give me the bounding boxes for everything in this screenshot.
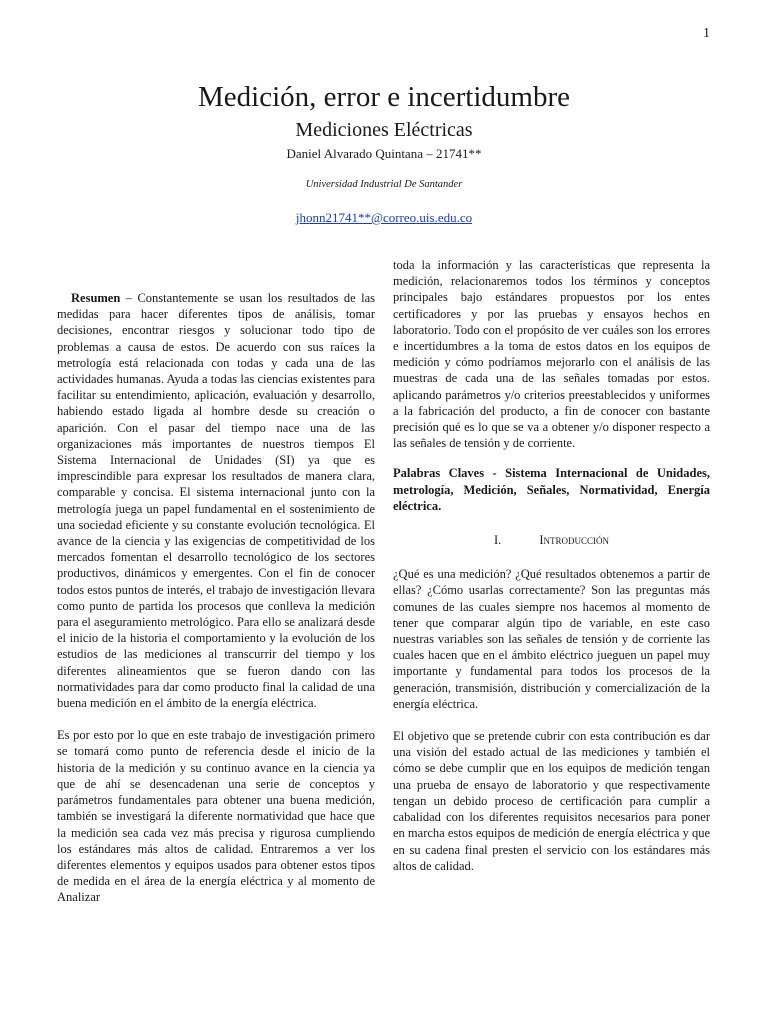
abstract-paragraph-2: Es por esto por lo que en este trabajo de investigación primero se tomará como punto de referencia desde el inicio de la historia de la medición y su continuo avance en la ciencia ya que de ahí se desencadenan una serie de conceptos y parámetros fundamentales para obtener una buena medición, también se investigará la diferente normatividad que hace que la medición sea cada vez más precisa y rigurosa cumpliendo los estándares más altos de calidad. Entraremos a ver los diferentes elementos y equipos usados para obtener estos tipos de medida en el área de la energía eléctrica y al momento de Analizar bbox=[57, 728, 375, 905]
section-heading bbox=[393, 532, 710, 548]
email-line bbox=[0, 210, 768, 226]
section-title: Introducción bbox=[539, 533, 609, 548]
paper-title: Medición, error e incertidumbre bbox=[197, 81, 570, 113]
abstract-paragraph-2-continued: toda la información y las características que representa la medición, relacionaremos todos los términos y conceptos principales bajo estándares propuestos por los entes certificadores y por las pruebas y ensayos hechos en laboratorio. Todo con el propósito de ver cuáles son los errores e incertidumbres a la toma de estos datos en los equipos de medición y cómo podríamos mejorarlo con el análisis de las muestras de cada una de las señales tomadas por estos. aplicando parámetros y/o criterios preestablecidos y uniformes a la fabricación del producto, a fin de conocer con bastante precisión qué es lo que se va a obtener y/o disponer respecto a las señales de tensión y de corriente. bbox=[393, 258, 710, 451]
abstract-paragraph bbox=[57, 290, 375, 711]
right-column bbox=[393, 257, 710, 874]
intro-paragraph-2: El objetivo que se pretende cubrir con esta contribución es dar una visión del estado actual de las mediciones y también el cómo se debe cumplir que en los equipos de medición tengan una prueba de ensayo de laboratorio y que respectivamente tengan un debido proceso de certificación para cumplir a cabalidad con los diferentes requisitos necesarios para poner en marcha estos equipos de medición de energía eléctrica y que en su cadena final presten el servicio con los estándares más altos de calidad. bbox=[393, 729, 710, 873]
keywords: Palabras Claves - Sistema Internacional de Unidades, metrología, Medición, Señales, Normatividad, Energía eléctrica. bbox=[393, 466, 710, 513]
intro-paragraph-1: ¿Qué es una medición? ¿Qué resultados obtenemos a partir de ellas? ¿Cómo usarlas correctamente? Son las preguntas más comunes de las cuales siempre nos hacemos al momento de tener que comparar algún tipo de variable, en este caso nuestras variables son las señales de tensión y de corriente las cuales hacen que en el ámbito eléctrico jueguen un papel muy importante y fundamental para todos los procesos de la generación, transmisión, distribución y comercialización de la energía eléctrica. bbox=[393, 567, 710, 711]
section-number: I. bbox=[494, 533, 502, 548]
affiliation: Universidad Industrial De Santander bbox=[305, 179, 463, 190]
abstract-label: Resumen bbox=[71, 291, 121, 305]
author-line: Daniel Alvarado Quintana – 21741** bbox=[286, 146, 482, 161]
abstract-text: – Constantemente se usan los resultados de las medidas para hacer diferentes tipos de análisis, tomar decisiones, encontrar riesgos y solucionar todo tipo de problemas a causa de estos. De acuerdo con sus raíces la metrología está relacionada con todas y cada una de las actividades humanas. Ayuda a todas las ciencias existentes para facilitar su entendimiento, aplicación, evaluación y desarrollo, habiendo estado ligada al hombre desde su creación o aparición. Con el pasar del tiempo nace una de las organizaciones más importantes de nuestros tiempos El Sistema Internacional de Unidades (SI) ya que es imprescindible para expresar los resultados de manera clara, comparable y concisa. El sistema internacional junto con la metrología juega un papel fundamental en el sostenimiento de una sociedad eficiente y su constante evolución tecnológica. El avance de la ciencia y las exigencias de competitividad de los mercados fomentan el desarrollo tecnológico de los sectores productivos, dinámicos y emergentes. Con el fin de conocer todos estos puntos de interés, el trabajo de investigación llevara como punto de partida los procesos que conlleva la medición para el aseguramiento metrológico. Para ello se analizará desde el inicio de la historia el comportamiento y la evolución de los estudios de las mediciones al transcurrir del tiempo y los diferentes alineamientos que se fueron dando con las normatividades para dar como producto final la calidad de una buena medición en el ámbito de la energía eléctrica. bbox=[57, 291, 375, 711]
email-link[interactable]: jhonn21741**@correo.uis.edu.co bbox=[295, 210, 473, 225]
page-number: 1 bbox=[703, 26, 710, 41]
left-column bbox=[57, 290, 375, 906]
paper-subtitle: Mediciones Eléctricas bbox=[295, 119, 473, 141]
